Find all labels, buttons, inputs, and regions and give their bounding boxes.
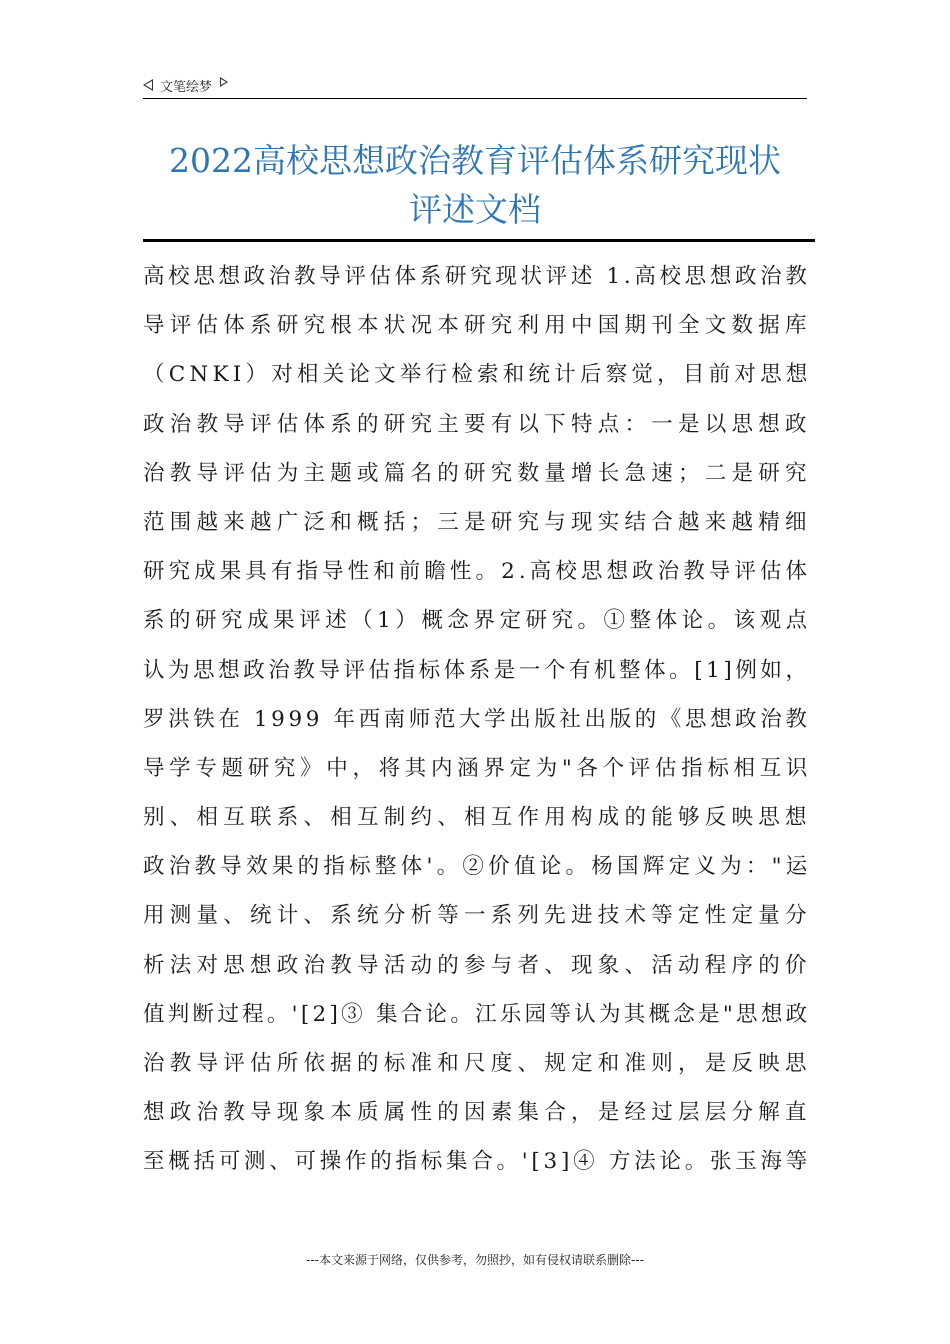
body-line: 值判断过程。'[2]③ 集合论。江乐园等认为其概念是"思想政 bbox=[143, 1001, 811, 1027]
triangle-right-icon bbox=[220, 77, 228, 87]
body-line: 别、相互联系、相互制约、相互作用构成的能够反映思想 bbox=[143, 805, 812, 831]
header-divider bbox=[143, 98, 807, 99]
body-line: 治教导评估为主题或篇名的研究数量增长急速；二是研究 bbox=[143, 460, 812, 486]
body-line: 高校思想政治教导评估体系研究现状评述 1.高校思想政治教 bbox=[143, 264, 811, 289]
body-line: 导学专题研究》中，将其内涵界定为"各个评估指标相互识 bbox=[143, 755, 813, 781]
body-line: 导评估体系研究根本状况本研究利用中国期刊全文数据库 bbox=[143, 313, 812, 339]
body-line: 罗洪铁在 1999 年西南师范大学出版社出版的《思想政治教 bbox=[143, 706, 811, 732]
title-line-2: 评述文档 bbox=[409, 190, 541, 229]
body-line: 系的研究成果评述（1）概念界定研究。①整体论。该观点 bbox=[143, 608, 812, 634]
title-divider bbox=[143, 239, 815, 242]
body-line: 治教导评估所依据的标准和尺度、规定和准则，是反映思 bbox=[143, 1051, 812, 1076]
body-line: 析法对思想政治教导活动的参与者、现象、活动程序的价 bbox=[143, 952, 812, 978]
triangle-left-icon bbox=[143, 79, 153, 91]
body-line: 用测量、统计、系统分析等一系列先进技术等定性定量分 bbox=[143, 903, 812, 929]
body-line: 想政治教导现象本质属性的因素集合，是经过层层分解直 bbox=[143, 1100, 812, 1126]
title-line-1: 2022高校思想政治教育评估体系研究现状 bbox=[169, 141, 781, 180]
body-line: 范围越来越广泛和概括；三是研究与现实结合越来越精细 bbox=[143, 509, 812, 535]
page-header bbox=[143, 73, 807, 97]
body-line: 研究成果具有指导性和前瞻性。2.高校思想政治教导评估体 bbox=[143, 559, 812, 585]
document-body bbox=[143, 252, 813, 1187]
footer-notice: ---本文来源于网络，仅供参考，勿照抄，如有侵权请联系删除--- bbox=[306, 1253, 644, 1267]
document-title bbox=[130, 136, 820, 234]
body-line: 政治教导效果的指标整体'。②价值论。杨国辉定义为："运 bbox=[143, 854, 812, 880]
body-line: 认为思想政治教导评估指标体系是一个有机整体。[1]例如， bbox=[143, 657, 811, 683]
body-line: 政治教导评估体系的研究主要有以下特点：一是以思想政 bbox=[143, 411, 812, 437]
body-line: 至概括可测、可操作的指标集合。'[3]④ 方法论。张玉海等 bbox=[143, 1149, 811, 1175]
header-brand: 文笔绘梦 bbox=[160, 79, 213, 95]
body-line: （CNKI）对相关论文举行检索和统计后察觉，目前对思想 bbox=[143, 362, 812, 388]
